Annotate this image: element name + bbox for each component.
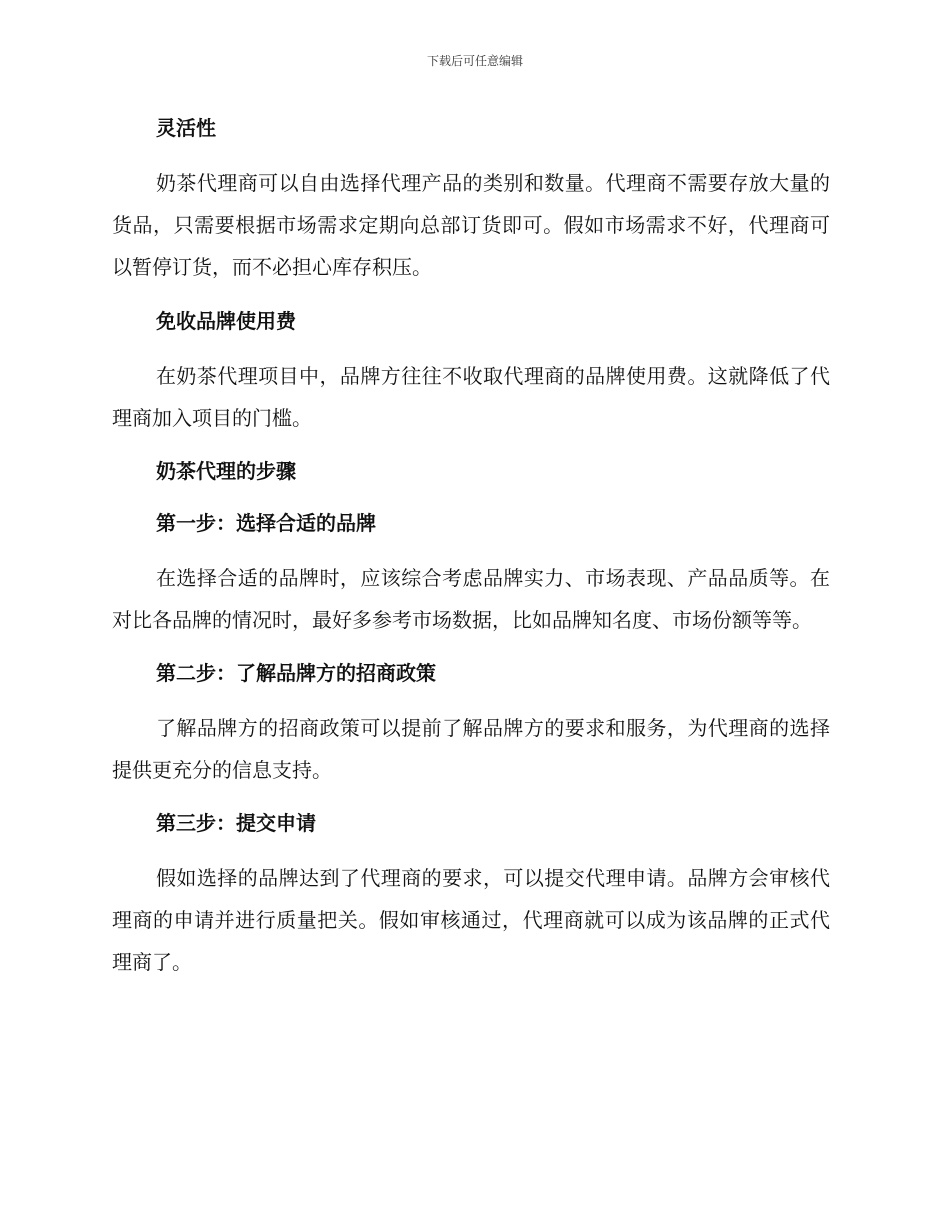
section-paragraph-step-1: 在选择合适的品牌时，应该综合考虑品牌实力、市场表现、产品品质等。在对比各品牌的情况时，最好多参考市场数据，比如品牌知名度、市场份额等等。	[112, 566, 830, 632]
section-heading-step-1: 第一步：选择合适的品牌	[156, 511, 376, 535]
section-paragraph-step-3: 假如选择的品牌达到了代理商的要求，可以提交代理申请。品牌方会审核代理商的申请并进行质量把关。假如审核通过，代理商就可以成为该品牌的正式代理商了。	[112, 866, 830, 974]
section-paragraph-step-2: 了解品牌方的招商政策可以提前了解品牌方的要求和服务，为代理商的选择提供更充分的信息支持。	[112, 716, 830, 782]
section-heading-step-2: 第二步：了解品牌方的招商政策	[156, 661, 436, 685]
section-heading-flexibility: 灵活性	[156, 116, 216, 140]
document-body	[112, 108, 830, 983]
section-heading-brand-fee: 免收品牌使用费	[156, 309, 296, 333]
section-heading-step-3: 第三步：提交申请	[156, 811, 316, 835]
section-paragraph-flexibility: 奶茶代理商可以自由选择代理产品的类别和数量。代理商不需要存放大量的货品，只需要根据市场需求定期向总部订货即可。假如市场需求不好，代理商可以暂停订货，而不必担心库存积压。	[112, 171, 830, 279]
section-paragraph-brand-fee: 在奶茶代理项目中，品牌方往往不收取代理商的品牌使用费。这就降低了代理商加入项目的门槛。	[112, 364, 830, 430]
page-header-note: 下载后可任意编辑	[426, 54, 523, 68]
section-heading-steps: 奶茶代理的步骤	[156, 459, 296, 483]
